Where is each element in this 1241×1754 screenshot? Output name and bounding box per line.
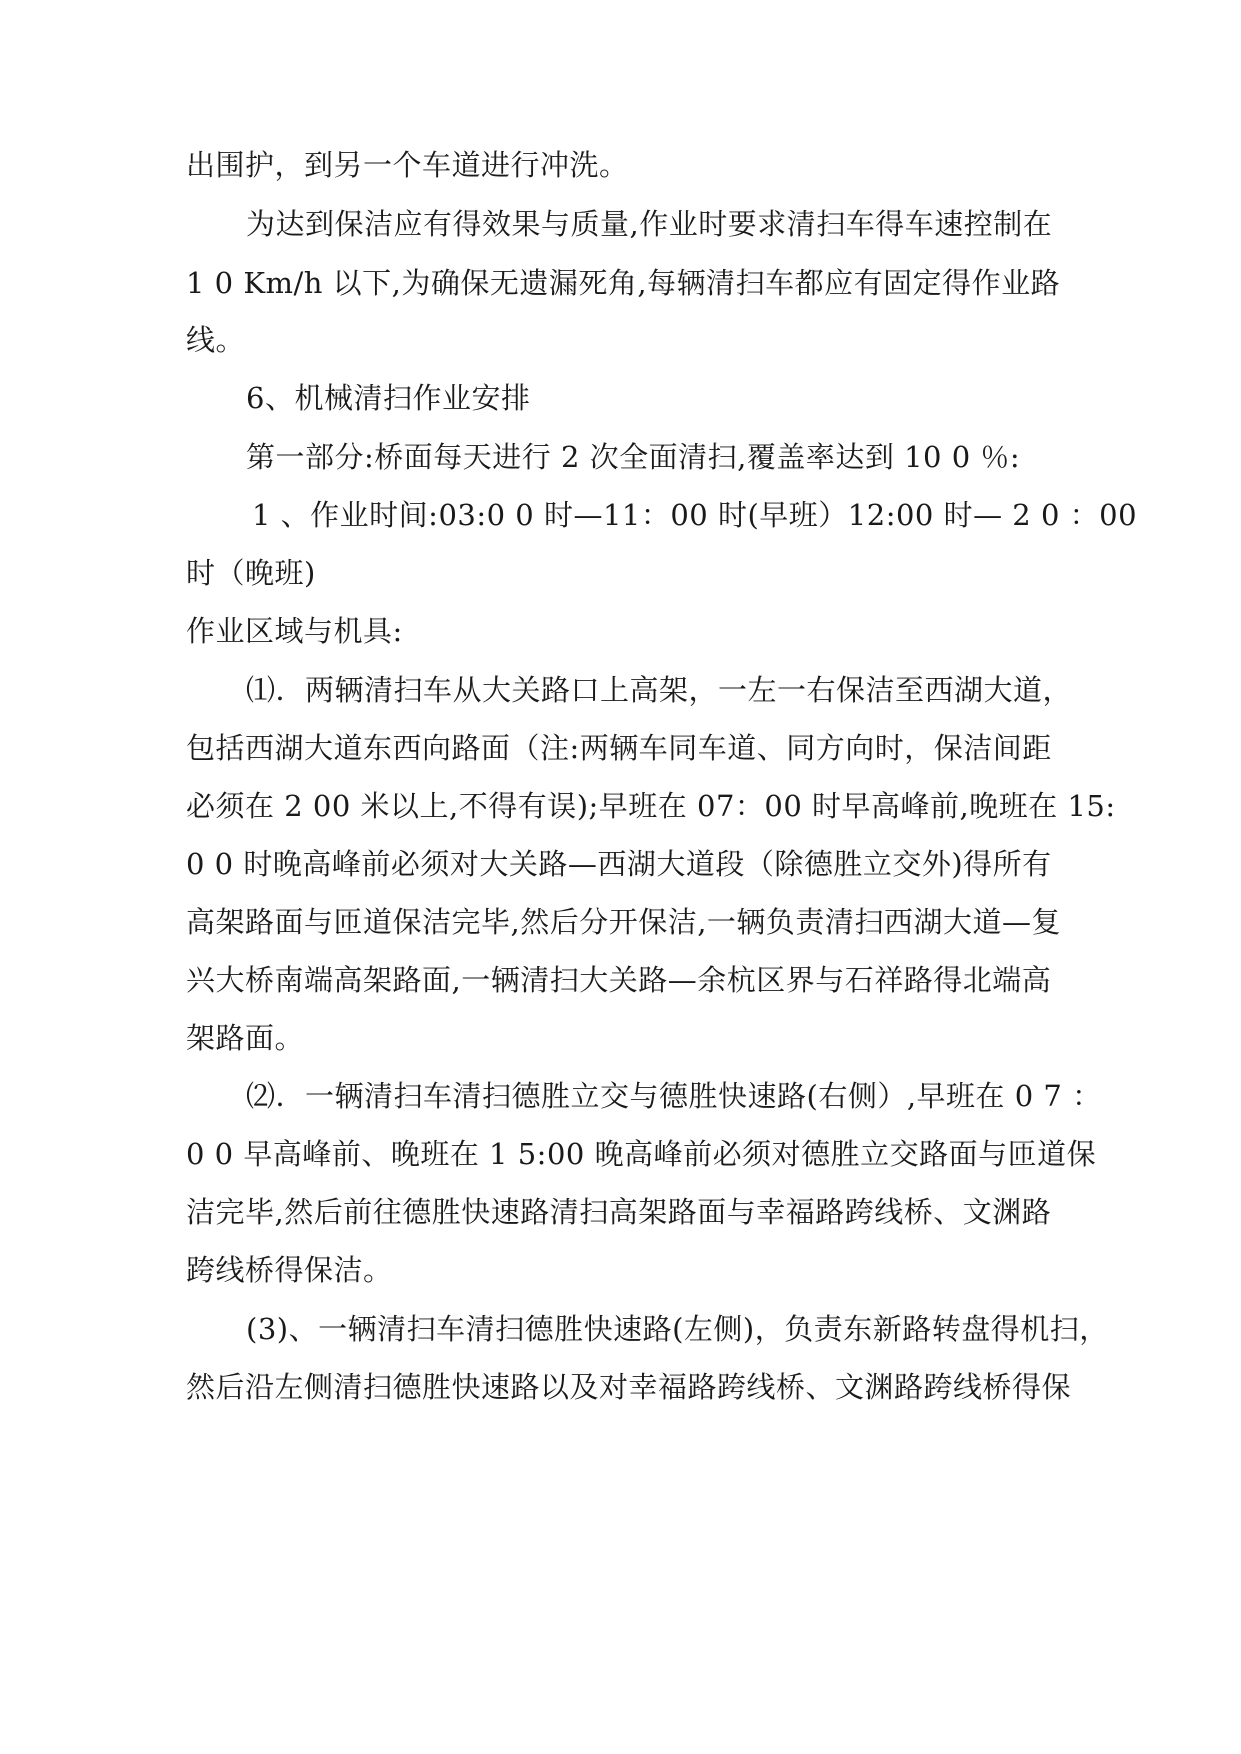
text-line: 出围护，到另一个车道进行冲洗。	[186, 148, 629, 182]
text-line: 架路面。	[186, 1021, 305, 1055]
text-line: 时（晚班)	[186, 556, 316, 590]
text-line: 必须在 2 00 米以上,不得有误);早班在 07：00 时早高峰前,晚班在 15:	[186, 789, 1116, 823]
text-line: 第一部分:桥面每天进行 2 次全面清扫,覆盖率达到 10 0 ％:	[246, 440, 1021, 474]
text-line: ⑴．两辆清扫车从大关路口上高架，一左一右保洁至西湖大道，	[246, 673, 1073, 707]
text-line: 高架路面与匝道保洁完毕,然后分开保洁,一辆负责清扫西湖大道—复	[186, 905, 1061, 939]
text-line: 洁完毕,然后前往德胜快速路清扫高架路面与幸福路跨线桥、文渊路	[186, 1195, 1052, 1229]
text-line: 作业区域与机具:	[186, 614, 403, 648]
text-line: 0 0 早高峰前、晚班在 1 5:00 晚高峰前必须对德胜立交路面与匝道保	[186, 1137, 1097, 1171]
text-line: 跨线桥得保洁。	[186, 1253, 393, 1287]
text-line-schedule	[252, 495, 1138, 535]
schedule-evening: 12:00 时— 2 0 ：00	[847, 498, 1138, 532]
section-heading: 6、机械清扫作业安排	[246, 381, 531, 415]
text-line: 0 0 时晚高峰前必须对大关路—西湖大道段（除德胜立交外)得所有	[186, 847, 1052, 881]
text-line: (3)、一辆清扫车清扫德胜快速路(左侧)，负责东新路转盘得机扫，	[246, 1312, 1109, 1346]
text-line: 兴大桥南端高架路面,一辆清扫大关路—余杭区界与石祥路得北端高	[186, 963, 1052, 997]
text-line: 1 0 Km/h 以下,为确保无遗漏死角,每辆清扫车都应有固定得作业路	[186, 266, 1061, 300]
text-line: ⑵．一辆清扫车清扫德胜立交与德胜快速路(右侧）,早班在 0 7 ：	[246, 1079, 1102, 1113]
text-line: 然后沿左侧清扫德胜快速路以及对幸福路跨线桥、文渊路跨线桥得保	[186, 1370, 1072, 1404]
text-line: 为达到保洁应有得效果与质量,作业时要求清扫车得车速控制在	[246, 207, 1053, 241]
text-line: 线。	[186, 323, 246, 357]
text-line: 包括西湖大道东西向路面（注:两辆车同车道、同方向时，保洁间距	[186, 731, 1052, 765]
schedule-morning: 1 、作业时间:03:0 0 时—11：00 时(早班）	[252, 498, 848, 532]
